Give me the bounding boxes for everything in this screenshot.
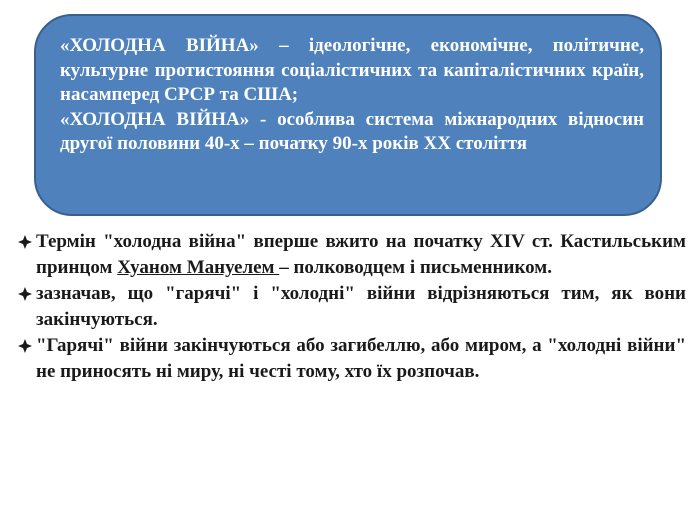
bullet-text-1-before: Термін "холодна війна" вперше вжито на початку XIV ст. Кастильським принцом (36, 231, 686, 278)
bullet-item-3 (18, 333, 686, 385)
definition-paragraph-2: «ХОЛОДНА ВІЙНА» - особлива система міжнародних відносин другої половини 40-х – початку 90-х років ХХ століття (60, 108, 644, 154)
diamond-bullet-icon (18, 229, 36, 255)
bullet-item-1 (18, 229, 686, 281)
diamond-bullet-icon (18, 281, 36, 307)
definition-paragraph-1: «ХОЛОДНА ВІЙНА» – ідеологічне, економічне, політичне, культурне протистояння соціалістичних та капіталістичних країн, насамперед СРСР та США; (60, 35, 644, 105)
bullet-list (18, 229, 686, 385)
bullet-text-2: зазначав, що "гарячі" і "холодні" війни відрізняються тим, як вони закінчуються. (36, 283, 686, 330)
bullet-text-1-after: – полководцем і письменником. (279, 257, 552, 278)
bullet-item-2 (18, 281, 686, 333)
bullet-text-1 (36, 229, 686, 281)
definition-box (34, 14, 662, 216)
underlined-name: Хуаном Мануелем (117, 257, 280, 278)
bullet-text-3: "Гарячі" війни закінчуються або загибеллю, або миром, а "холодні війни" не приносять ні миру, ні честі тому, хто їх розпочав. (36, 335, 686, 382)
diamond-bullet-icon (18, 333, 36, 359)
